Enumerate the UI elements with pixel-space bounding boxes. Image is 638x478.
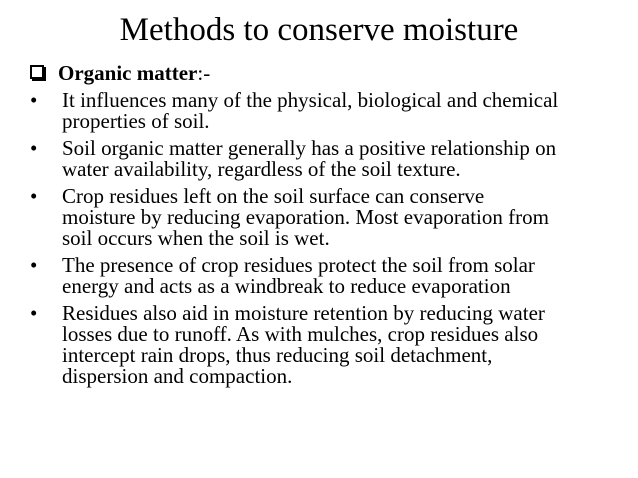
bullet-icon: • <box>30 88 38 112</box>
checkbox-square-icon <box>30 65 44 79</box>
list-item <box>30 186 630 249</box>
list-item <box>30 138 630 180</box>
bullet-icon: • <box>30 136 38 160</box>
section-heading-label: Organic matter <box>58 61 198 85</box>
bullet-icon: • <box>30 301 38 325</box>
slide-title: Methods to conserve moisture <box>119 12 519 48</box>
list-item <box>30 255 630 297</box>
bullet-text: Crop residues left on the soil surface can conserve moisture by reducing evaporation. Most evaporation from soil occurs when the soil is wet. <box>62 184 549 250</box>
bullet-text: Soil organic matter generally has a positive relationship on water availability, regardless of the soil texture. <box>62 136 557 181</box>
bullet-icon: • <box>30 184 38 208</box>
list-item <box>30 90 630 132</box>
bullet-text: Residues also aid in moisture retention by reducing water losses due to runoff. As with mulches, crop residues also intercept rain drops, thus reducing soil detachment, dispersion and compaction. <box>62 301 545 388</box>
bullet-list <box>30 90 630 393</box>
bullet-text: It influences many of the physical, biological and chemical properties of soil. <box>62 88 559 133</box>
bullet-icon: • <box>30 253 38 277</box>
list-item <box>30 303 630 387</box>
bullet-text: The presence of crop residues protect the soil from solar energy and acts as a windbreak to reduce evaporation <box>62 253 535 298</box>
section-heading <box>30 61 210 85</box>
section-heading-suffix: :- <box>197 61 211 85</box>
